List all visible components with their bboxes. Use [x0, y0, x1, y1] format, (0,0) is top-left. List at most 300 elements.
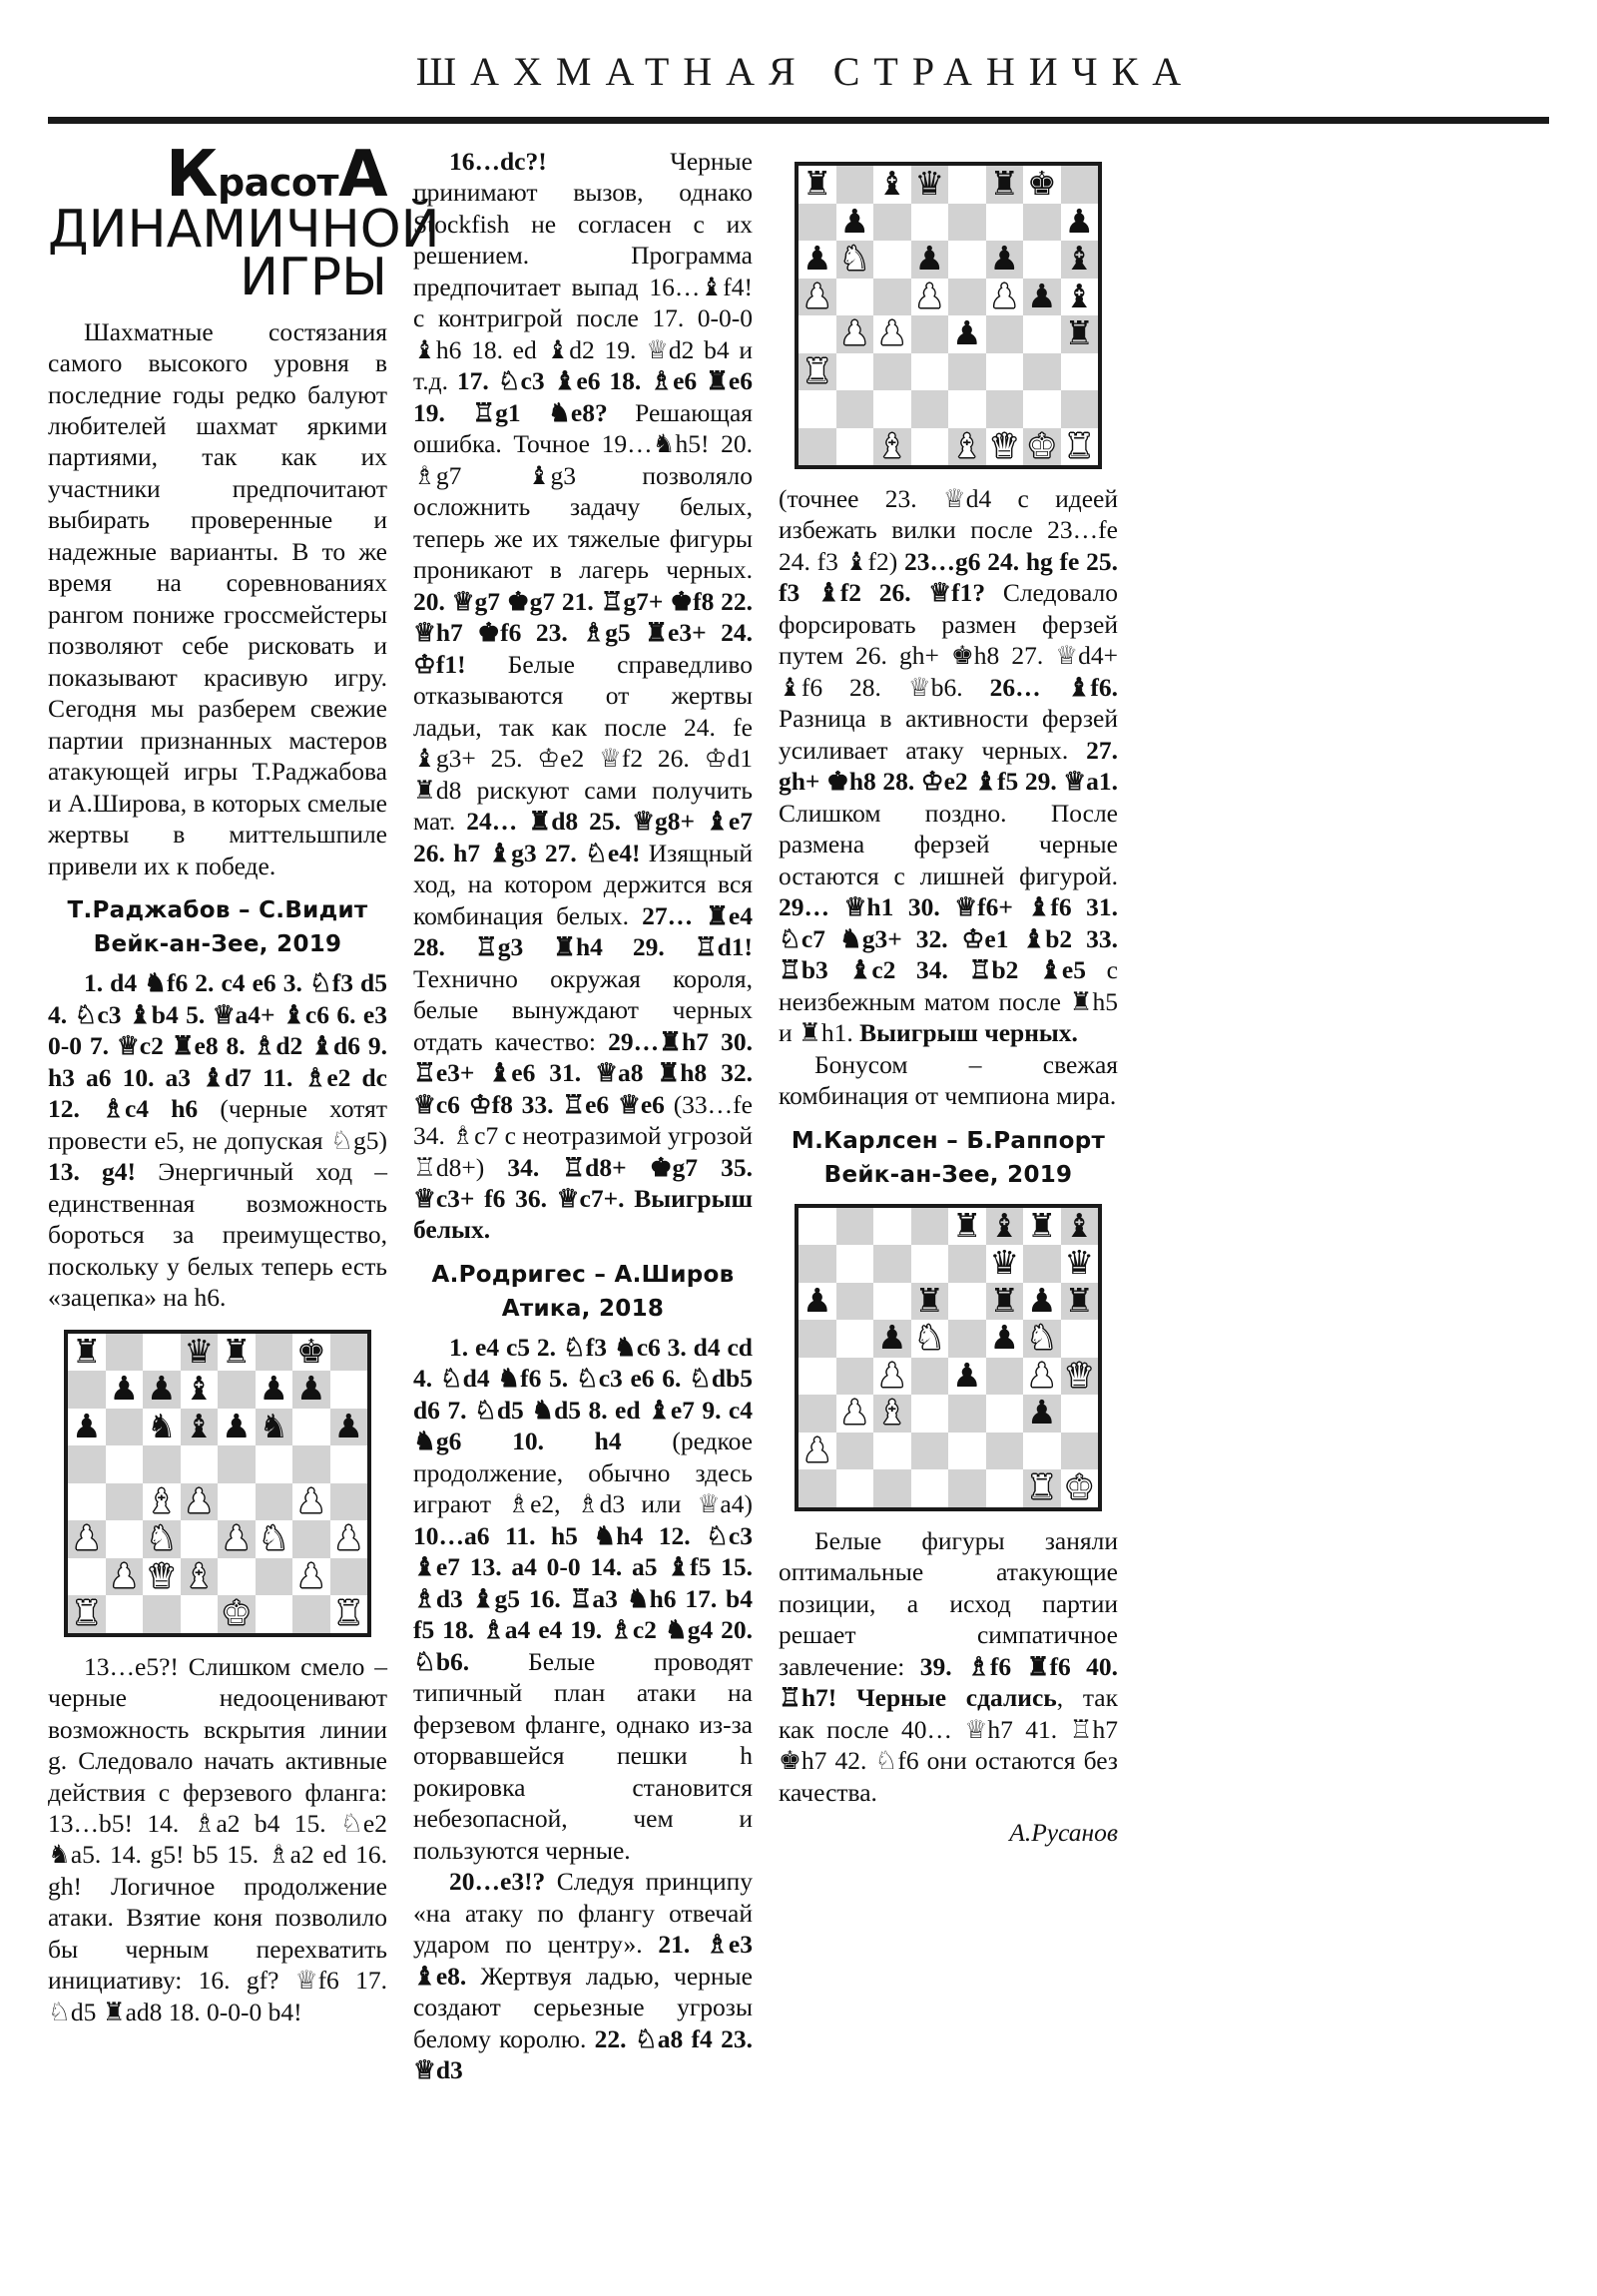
square-h1[interactable]: [1061, 1469, 1099, 1507]
black-rook-icon: ♜: [989, 164, 1020, 204]
col2-text-1: Черные принимают вызов, однако Stockfish не согласен с их решением. Программа предпочитает выпад 16…♝f4! с контригрой после 17. 0-0-0 ♝h6 18. ed ♝d2 19. ♕d2 b4 и т.д.: [413, 147, 753, 396]
square-d2[interactable]: [911, 390, 949, 428]
square-g8[interactable]: [1023, 1205, 1061, 1246]
col3-text-open: (точнее 23. ♕d4 с идеей избежать вилки после 23…fe 24. f3 ♝f2): [779, 484, 1118, 576]
game-1-moves: [48, 967, 387, 1313]
square-h5[interactable]: [1061, 1320, 1099, 1358]
square-f7[interactable]: [986, 1245, 1024, 1283]
square-c3[interactable]: [143, 1520, 181, 1558]
black-bishop-icon: ♝: [876, 164, 907, 204]
square-d4[interactable]: [911, 1358, 949, 1396]
square-h4[interactable]: [330, 1483, 368, 1521]
game-2-moves-bold-1: 1. e4 c5 2. ♘f3 ♞c6 3. d4 cd 4. ♘d4 ♞f6 5. ♘c3 e6 6. ♘db5 d6 7. ♘d5 ♞d5 8. ed ♝e7 9. c4 ♞g6 10. h4: [413, 1332, 753, 1456]
white-pawn-icon: ♟: [295, 1480, 326, 1520]
square-f5[interactable]: [986, 1320, 1024, 1358]
square-h8[interactable]: [1061, 1205, 1099, 1246]
square-h2[interactable]: [330, 1558, 368, 1596]
diagram-1-wrapper: [48, 1330, 387, 1637]
square-h4[interactable]: [1061, 1355, 1099, 1396]
square-d6[interactable]: [181, 1406, 219, 1446]
black-knight-icon: ♞: [146, 1406, 177, 1445]
square-f7[interactable]: [256, 1371, 293, 1409]
square-h3[interactable]: [1061, 353, 1099, 391]
square-d8[interactable]: [181, 1331, 219, 1372]
square-d3[interactable]: [181, 1520, 219, 1558]
square-g4[interactable]: [1023, 1355, 1061, 1396]
black-rook-icon: ♜: [951, 1205, 982, 1245]
col3-text-1: Следовало форсировать размен ферзей путем 26. gh+ ♚h8 27. ♕d4+ ♝f6 28. ♕b6.: [779, 578, 1118, 702]
col3-paragraph-1: [779, 483, 1118, 1049]
square-h4[interactable]: [1061, 315, 1099, 353]
column-3: [779, 146, 1118, 2086]
square-f4[interactable]: [986, 315, 1024, 353]
chess-diagram-1: [64, 1330, 371, 1637]
game-1-commentary: [48, 1651, 387, 2028]
square-f6[interactable]: [986, 241, 1024, 279]
square-d3[interactable]: [911, 1395, 949, 1433]
square-d7[interactable]: [181, 1371, 219, 1409]
square-b1[interactable]: [106, 1595, 144, 1633]
square-g1[interactable]: [292, 1595, 330, 1633]
square-f8[interactable]: [256, 1334, 293, 1372]
black-rook-icon: ♜: [1064, 1280, 1095, 1320]
game-1-event-label: Вейк-ан-Зее, 2019: [93, 931, 342, 958]
square-c1[interactable]: [873, 1469, 911, 1507]
square-b2[interactable]: [106, 1555, 144, 1596]
square-a7[interactable]: [798, 1245, 836, 1283]
square-c8[interactable]: [873, 1208, 911, 1246]
square-a1[interactable]: [68, 1595, 106, 1633]
game-2-text-3: Жертвуя ладью, черные создают серьезные угрозы белому королю.: [413, 1961, 753, 2053]
white-pawn-icon: ♟: [839, 313, 870, 353]
square-h7[interactable]: [330, 1371, 368, 1409]
square-g5[interactable]: [292, 1445, 330, 1483]
square-h6[interactable]: [1061, 241, 1099, 279]
white-knight-icon: ♞: [914, 1318, 945, 1358]
square-c5[interactable]: [143, 1445, 181, 1483]
square-f5[interactable]: [256, 1445, 293, 1483]
square-c4[interactable]: [873, 315, 911, 353]
col2-moves-17-19: 17. ♘c3 ♝e6 18. ♗e6 ♜e6 19. ♖g1 ♞e8?: [413, 366, 754, 427]
square-g5[interactable]: [1023, 276, 1061, 316]
white-king-icon: ♚: [1026, 425, 1057, 465]
white-pawn-icon: ♟: [295, 1555, 326, 1595]
square-a1[interactable]: [798, 1469, 836, 1507]
col3-moves-23-26: 23…g6 24. hg fe 25. f3 ♝f2 26. ♕f1?: [779, 546, 1118, 608]
square-a8[interactable]: [798, 166, 836, 204]
square-e6[interactable]: [218, 1406, 256, 1446]
square-g7[interactable]: [1023, 1245, 1061, 1283]
square-e5[interactable]: [948, 279, 986, 316]
square-e7[interactable]: [218, 1371, 256, 1409]
square-b6[interactable]: [836, 241, 874, 279]
game-1-event: [48, 931, 387, 957]
square-d3[interactable]: [911, 353, 949, 391]
square-d1[interactable]: [911, 1469, 949, 1507]
square-e1[interactable]: [948, 1469, 986, 1507]
square-c2[interactable]: [873, 1433, 911, 1470]
square-e8[interactable]: [218, 1331, 256, 1372]
square-b8[interactable]: [836, 1208, 874, 1246]
white-pawn-icon: ♟: [914, 276, 945, 315]
square-c4[interactable]: [873, 1355, 911, 1396]
square-g3[interactable]: [292, 1520, 330, 1558]
square-e8[interactable]: [948, 1205, 986, 1246]
square-g1[interactable]: [1023, 425, 1061, 466]
col2-text-4: Изящный ход, на котором держится вся комбинация белых.: [413, 838, 753, 930]
square-e7[interactable]: [948, 204, 986, 242]
square-e1[interactable]: [218, 1595, 256, 1633]
square-a7[interactable]: [68, 1371, 106, 1409]
black-rook-icon: ♜: [71, 1331, 102, 1371]
square-e2[interactable]: [948, 1433, 986, 1470]
square-a4[interactable]: [798, 1358, 836, 1396]
black-queen-icon: ♛: [184, 1331, 215, 1371]
black-pawn-icon: ♟: [295, 1369, 326, 1409]
square-f3[interactable]: [986, 353, 1024, 391]
white-pawn-icon: ♟: [801, 1430, 832, 1469]
square-b4[interactable]: [836, 1358, 874, 1396]
square-h2[interactable]: [1061, 390, 1099, 428]
square-a8[interactable]: [68, 1331, 106, 1372]
square-b3[interactable]: [836, 353, 874, 391]
square-g7[interactable]: [1023, 204, 1061, 242]
square-d7[interactable]: [911, 1245, 949, 1283]
square-f2[interactable]: [256, 1558, 293, 1596]
square-f5[interactable]: [986, 276, 1024, 316]
white-pawn-icon: ♟: [876, 1355, 907, 1395]
game-2-moves-bold-2: 10…a6 11. h5 ♞h4 12. ♘c3 ♝e7 13. a4 0-0 14. a5 ♝f5 15. ♗d3 ♝g5 16. ♖a3 ♞h6 17. b4 f5 18. ♗a4 e4 19. ♗c2 ♞g4 20. ♘b6.: [413, 1520, 753, 1676]
square-c8[interactable]: [873, 166, 911, 204]
col3-paragraph-2: Бонусом – свежая комбинация от чемпиона мира.: [779, 1049, 1118, 1111]
game-2-text-1: Белые проводят типичный план атаки на ферзевом фланге, однако из-за оторвавшейся пешки h рокировка становится небезопасной, чем и пользуются черные.: [413, 1646, 753, 1865]
black-rook-icon: ♜: [221, 1331, 252, 1371]
square-f6[interactable]: [986, 1280, 1024, 1321]
square-b3[interactable]: [836, 1395, 874, 1433]
square-e2[interactable]: [948, 390, 986, 428]
black-pawn-icon: ♟: [109, 1369, 140, 1409]
square-d8[interactable]: [911, 166, 949, 204]
square-f4[interactable]: [986, 1358, 1024, 1396]
black-pawn-icon: ♟: [839, 201, 870, 241]
square-g2[interactable]: [1023, 390, 1061, 428]
square-a4[interactable]: [68, 1483, 106, 1521]
white-pawn-icon: ♟: [71, 1518, 102, 1558]
square-c6[interactable]: [873, 1283, 911, 1321]
square-f2[interactable]: [986, 390, 1024, 428]
square-b4[interactable]: [836, 315, 874, 353]
white-rook-icon: ♜: [801, 350, 832, 390]
square-g8[interactable]: [292, 1331, 330, 1372]
square-a6[interactable]: [798, 1280, 836, 1321]
black-bishop-icon: ♝: [1064, 276, 1095, 315]
square-f8[interactable]: [986, 1205, 1024, 1246]
square-h7[interactable]: [1061, 1245, 1099, 1283]
white-knight-icon: ♞: [146, 1518, 177, 1558]
square-g6[interactable]: [292, 1409, 330, 1446]
square-a6[interactable]: [798, 241, 836, 279]
black-rook-icon: ♜: [914, 1280, 945, 1320]
white-queen-icon: ♛: [1064, 1355, 1095, 1395]
black-pawn-icon: ♟: [1026, 276, 1057, 315]
square-d4[interactable]: [911, 315, 949, 353]
square-a5[interactable]: [798, 276, 836, 316]
square-e6[interactable]: [948, 1283, 986, 1321]
square-g6[interactable]: [1023, 1280, 1061, 1321]
diagram-3-wrapper: [779, 1204, 1118, 1511]
square-h6[interactable]: [330, 1406, 368, 1446]
square-a4[interactable]: [798, 315, 836, 353]
black-pawn-icon: ♟: [989, 1318, 1020, 1358]
col2-text-5: Технично окружая короля, белые вынуждают черных отдать качество:: [413, 963, 753, 1056]
square-h6[interactable]: [1061, 1280, 1099, 1321]
square-b8[interactable]: [106, 1334, 144, 1372]
square-b3[interactable]: [106, 1520, 144, 1558]
square-d5[interactable]: [181, 1445, 219, 1483]
square-f3[interactable]: [986, 1395, 1024, 1433]
square-d1[interactable]: [181, 1595, 219, 1633]
col2-text-6: (33…fe 34. ♗c7 с неотразимой угрозой ♖d8+): [413, 1089, 753, 1182]
square-e4[interactable]: [948, 315, 986, 353]
square-h8[interactable]: [1061, 166, 1099, 204]
square-h5[interactable]: [330, 1445, 368, 1483]
square-d6[interactable]: [911, 1280, 949, 1321]
square-e1[interactable]: [948, 425, 986, 466]
col2-moves-34-36: 34. ♖d8+ ♚g7 35. ♕c3+ f6 36. ♕c7+. Выигрыш белых.: [413, 1152, 754, 1245]
headline-line-1: [48, 138, 387, 212]
square-g5[interactable]: [1023, 1320, 1061, 1358]
square-c1[interactable]: [143, 1595, 181, 1633]
white-pawn-icon: ♟: [221, 1518, 252, 1558]
square-e3[interactable]: [948, 353, 986, 391]
black-rook-icon: ♜: [989, 1280, 1020, 1320]
square-h1[interactable]: [1061, 425, 1099, 466]
white-rook-icon: ♜: [71, 1593, 102, 1633]
square-e5[interactable]: [218, 1445, 256, 1483]
square-a2[interactable]: [798, 390, 836, 428]
white-pawn-icon: ♟: [839, 1393, 870, 1433]
square-b6[interactable]: [836, 1283, 874, 1321]
square-h3[interactable]: [330, 1520, 368, 1558]
game-3-players: М.Карлсен – Б.Раппорт: [791, 1127, 1106, 1154]
square-d5[interactable]: [911, 276, 949, 316]
square-b2[interactable]: [836, 390, 874, 428]
black-pawn-icon: ♟: [221, 1406, 252, 1445]
black-bishop-icon: ♝: [184, 1406, 215, 1445]
col2-move-16: 16…dc?!: [449, 147, 547, 176]
square-e6[interactable]: [948, 241, 986, 279]
square-e4[interactable]: [948, 1355, 986, 1396]
game-2-moves-22-23: 22. ♘a8 f4 23. ♕d3: [413, 2023, 753, 2085]
square-a3[interactable]: [798, 1395, 836, 1433]
white-rook-icon: ♜: [1064, 425, 1095, 465]
author-signature: А.Русанов: [1009, 1818, 1118, 1848]
square-g6[interactable]: [1023, 241, 1061, 279]
square-g4[interactable]: [292, 1480, 330, 1521]
headline-a: А: [337, 138, 387, 212]
white-pawn-icon: ♟: [801, 276, 832, 315]
square-b8[interactable]: [836, 166, 874, 204]
square-a6[interactable]: [68, 1406, 106, 1446]
square-f7[interactable]: [986, 204, 1024, 242]
black-pawn-icon: ♟: [259, 1369, 289, 1409]
square-c4[interactable]: [143, 1480, 181, 1521]
square-d2[interactable]: [911, 1433, 949, 1470]
white-rook-icon: ♜: [1026, 1467, 1057, 1507]
col2-moves-24-27: 24… ♜d8 25. ♕g8+ ♝e7 26. h7 ♝g3 27. ♘e4!: [413, 807, 753, 867]
col3-text-6: , так как после 40… ♕h7 41. ♖h7 ♚h7 42. ♘f6 они остаются без качества.: [779, 1683, 1118, 1807]
square-g3[interactable]: [1023, 353, 1061, 391]
square-f1[interactable]: [986, 1469, 1024, 1507]
black-pawn-icon: ♟: [1026, 1393, 1057, 1433]
black-knight-icon: ♞: [259, 1406, 289, 1445]
col2-moves-27-29: 27… ♜e4 28. ♖g3 ♜h4 29. ♖d1!: [413, 900, 753, 962]
black-queen-icon: ♛: [989, 1243, 1020, 1283]
black-queen-icon: ♛: [914, 164, 945, 204]
square-a5[interactable]: [798, 1320, 836, 1358]
square-a8[interactable]: [798, 1208, 836, 1246]
black-pawn-icon: ♟: [801, 1280, 832, 1320]
white-pawn-icon: ♟: [1026, 1355, 1057, 1395]
square-c2[interactable]: [873, 390, 911, 428]
game-2-move-20: 20…e3!?: [449, 1867, 546, 1897]
chess-diagram-3: [795, 1204, 1102, 1511]
white-bishop-icon: ♝: [876, 1393, 907, 1433]
square-c7[interactable]: [143, 1371, 181, 1409]
square-g7[interactable]: [292, 1371, 330, 1409]
square-a2[interactable]: [68, 1558, 106, 1596]
square-e5[interactable]: [948, 1320, 986, 1358]
square-g3[interactable]: [1023, 1395, 1061, 1433]
col2-text-2: Решающая ошибка. Точное 19…♞h5! 20. ♗g7 ♝g3 позволяло осложнить задачу белых, теперь же их тяжелые фигуры проникают в лагерь черных.: [413, 397, 753, 585]
square-f1[interactable]: [256, 1595, 293, 1633]
square-c8[interactable]: [143, 1334, 181, 1372]
white-pawn-icon: ♟: [333, 1518, 364, 1558]
square-a3[interactable]: [798, 350, 836, 391]
square-b5[interactable]: [106, 1445, 144, 1483]
square-f6[interactable]: [256, 1406, 293, 1446]
article-headline: [48, 138, 440, 307]
square-a7[interactable]: [798, 204, 836, 242]
square-g2[interactable]: [1023, 1433, 1061, 1470]
square-c7[interactable]: [873, 204, 911, 242]
black-pawn-icon: ♟: [801, 239, 832, 279]
square-f3[interactable]: [256, 1520, 293, 1558]
square-h7[interactable]: [1061, 201, 1099, 242]
square-c1[interactable]: [873, 425, 911, 466]
game-2-note-1: (редкое продолжение, обычно здесь играют ♗e2, ♗d3 или ♕a4): [413, 1427, 753, 1519]
square-b7[interactable]: [106, 1371, 144, 1409]
square-c6[interactable]: [873, 241, 911, 279]
square-h5[interactable]: [1061, 276, 1099, 316]
square-c5[interactable]: [873, 279, 911, 316]
white-queen-icon: ♛: [989, 425, 1020, 465]
square-b1[interactable]: [836, 428, 874, 466]
square-d7[interactable]: [911, 204, 949, 242]
page-masthead: ШАХМАТНАЯ СТРАНИЧКА: [415, 49, 1196, 94]
game-1-note-1: (черные хотят провести e5, не допуская ♘g5): [48, 1094, 387, 1155]
square-b7[interactable]: [836, 1245, 874, 1283]
square-e4[interactable]: [218, 1483, 256, 1521]
black-rook-icon: ♜: [801, 164, 832, 204]
square-g4[interactable]: [1023, 315, 1061, 353]
square-b1[interactable]: [836, 1469, 874, 1507]
square-c7[interactable]: [873, 1245, 911, 1283]
square-h2[interactable]: [1061, 1433, 1099, 1470]
square-d6[interactable]: [911, 241, 949, 279]
square-e2[interactable]: [218, 1558, 256, 1596]
square-e7[interactable]: [948, 1245, 986, 1283]
game-3-event: Вейк-ан-Зее, 2019: [823, 1161, 1073, 1188]
col3-text-5: Белые фигуры заняли оптимальные атакующие позиции, а исход партии решает симпатичное завлечение:: [779, 1525, 1118, 1681]
game-1-commentary-text: 13…e5?! Слишком смело – черные недооценивают возможность вскрытия линии g. Следовало начать активные действия с ферзевого фланга: 13…b5! 14. ♗a2 b4 15. ♘e2 ♞a5. 14. g5! b5 15. ♗a2 ed 16. gh! Логичное продолжение атаки. Взятие коня позволило бы черным перехватить инициативу: 16. gf? ♕f6 17. ♘d5 ♜ad8 18. 0-0-0 b4!: [48, 1651, 387, 2026]
square-f8[interactable]: [986, 166, 1024, 204]
square-a3[interactable]: [68, 1520, 106, 1558]
square-b5[interactable]: [836, 1320, 874, 1358]
diagram-2-wrapper: [779, 162, 1118, 469]
square-g8[interactable]: [1023, 166, 1061, 204]
col3-paragraph-3: [779, 1525, 1118, 1808]
square-b5[interactable]: [836, 279, 874, 316]
black-bishop-icon: ♝: [1064, 1205, 1095, 1245]
square-f4[interactable]: [256, 1483, 293, 1521]
square-b4[interactable]: [106, 1483, 144, 1521]
col3-text-3: Слишком поздно. После размена ферзей черные остаются с лишней фигурой.: [779, 798, 1118, 890]
white-bishop-icon: ♝: [184, 1555, 215, 1595]
square-d4[interactable]: [181, 1480, 219, 1521]
square-a5[interactable]: [68, 1445, 106, 1483]
black-bishop-icon: ♝: [1064, 239, 1095, 279]
white-king-icon: ♚: [221, 1593, 252, 1633]
white-queen-icon: ♛: [146, 1555, 177, 1595]
square-h1[interactable]: [330, 1595, 368, 1633]
square-b6[interactable]: [106, 1409, 144, 1446]
square-d5[interactable]: [911, 1320, 949, 1358]
square-a1[interactable]: [798, 428, 836, 466]
square-c3[interactable]: [873, 1395, 911, 1433]
square-d1[interactable]: [911, 428, 949, 466]
col3-move-26: 26… ♝f6.: [989, 672, 1118, 702]
square-c6[interactable]: [143, 1406, 181, 1446]
square-d8[interactable]: [911, 1208, 949, 1246]
square-b7[interactable]: [836, 201, 874, 242]
white-knight-icon: ♞: [839, 239, 870, 279]
col3-text-2: Разница в активности ферзей усиливает атаку черных.: [779, 704, 1118, 765]
black-pawn-icon: ♟: [1064, 201, 1095, 241]
square-c5[interactable]: [873, 1320, 911, 1358]
square-h3[interactable]: [1061, 1395, 1099, 1433]
square-e3[interactable]: [218, 1520, 256, 1558]
square-h8[interactable]: [330, 1334, 368, 1372]
headline-k: К: [166, 138, 218, 212]
square-a2[interactable]: [798, 1430, 836, 1470]
square-g1[interactable]: [1023, 1469, 1061, 1507]
black-queen-icon: ♛: [1064, 1243, 1095, 1283]
square-e3[interactable]: [948, 1395, 986, 1433]
square-c2[interactable]: [143, 1555, 181, 1596]
black-pawn-icon: ♟: [989, 239, 1020, 279]
square-e8[interactable]: [948, 166, 986, 204]
square-b2[interactable]: [836, 1433, 874, 1470]
square-g2[interactable]: [292, 1555, 330, 1596]
square-f1[interactable]: [986, 425, 1024, 466]
square-c3[interactable]: [873, 353, 911, 391]
square-f2[interactable]: [986, 1433, 1024, 1470]
square-d2[interactable]: [181, 1555, 219, 1596]
white-pawn-icon: ♟: [876, 313, 907, 353]
headline-rasot: расот: [217, 161, 338, 205]
masthead-divider: [48, 117, 1549, 124]
